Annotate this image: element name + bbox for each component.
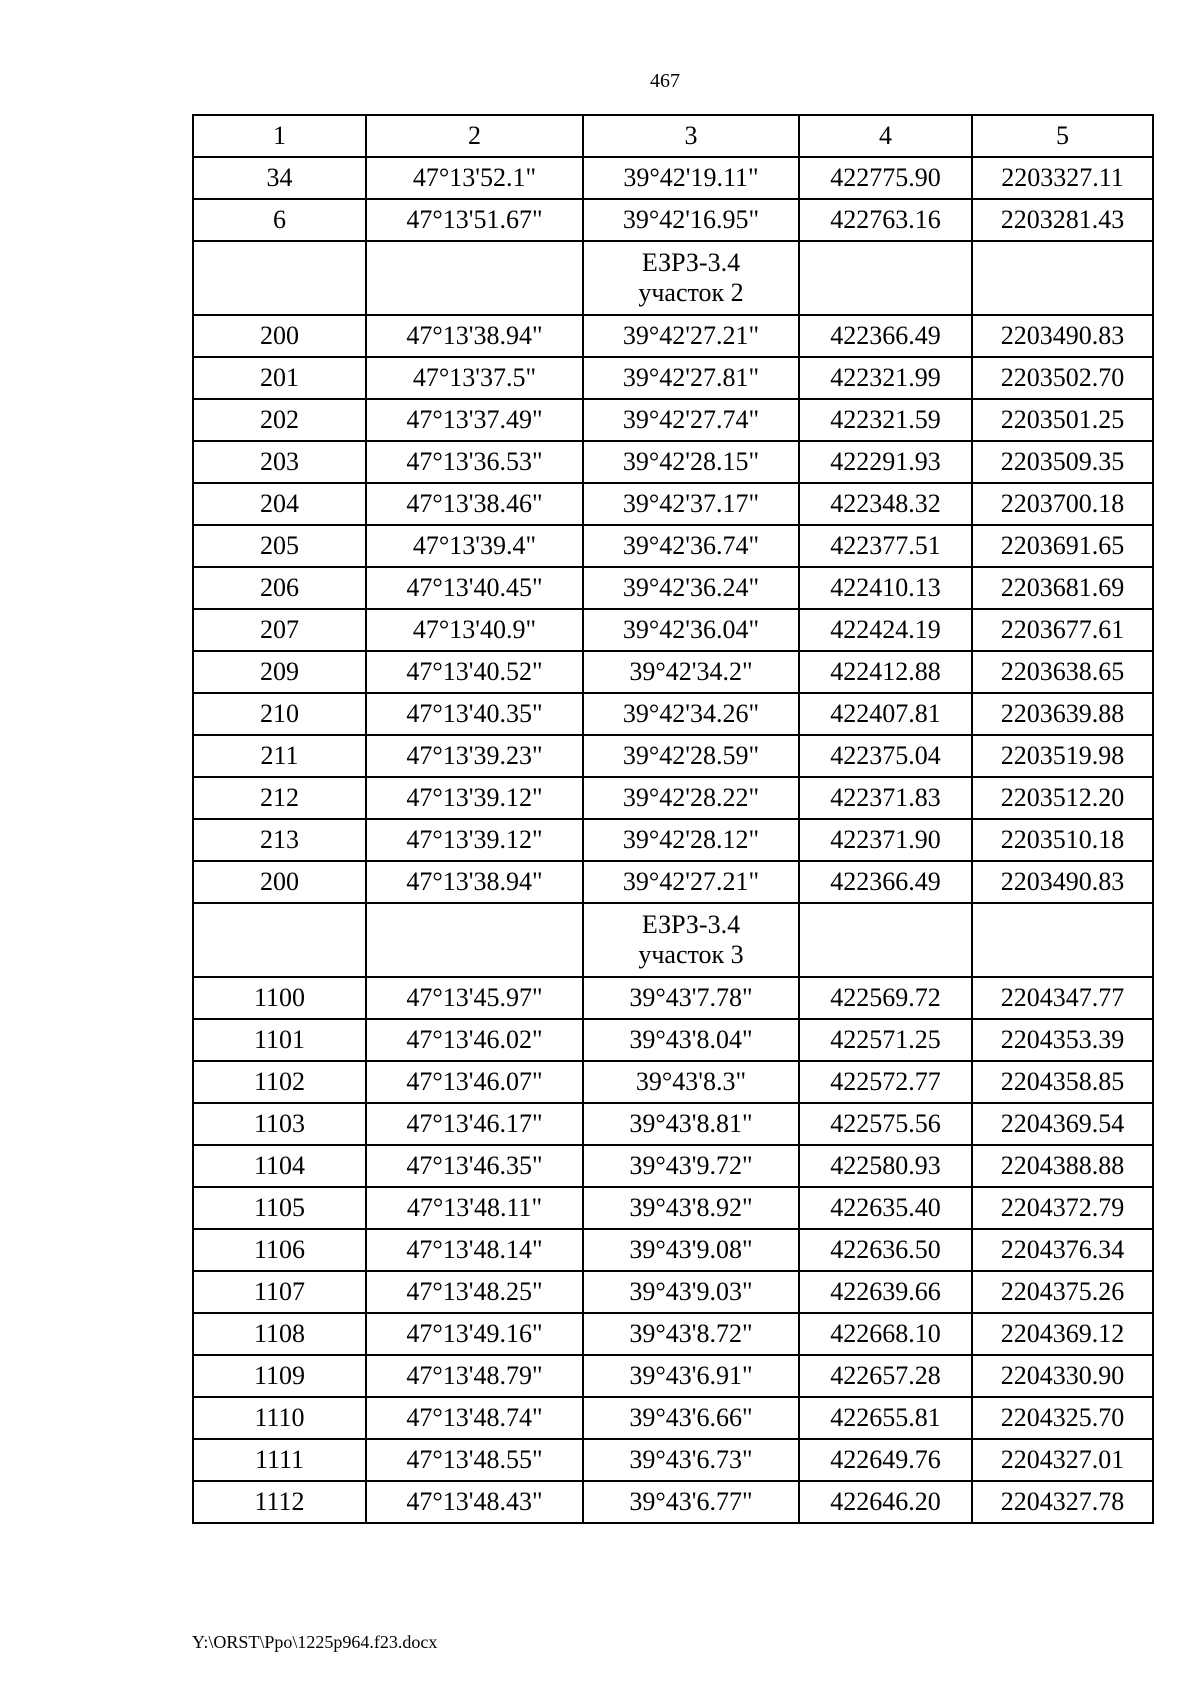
table-cell-col-3: 39°43'6.91" bbox=[583, 1355, 799, 1397]
table-cell-col-2: 47°13'38.94" bbox=[366, 861, 583, 903]
table-cell-col-2: 47°13'45.97" bbox=[366, 977, 583, 1019]
table-cell-col-5: 2204388.88 bbox=[972, 1145, 1153, 1187]
table-cell-col-2: 47°13'49.16" bbox=[366, 1313, 583, 1355]
table-cell-col-4: 422580.93 bbox=[799, 1145, 972, 1187]
table-cell-col-5: 2204347.77 bbox=[972, 977, 1153, 1019]
empty-cell bbox=[193, 241, 366, 315]
table-cell-col-5: 2203681.69 bbox=[972, 567, 1153, 609]
table-cell-col-3: 39°43'9.03" bbox=[583, 1271, 799, 1313]
table-cell-col-4: 422763.16 bbox=[799, 199, 972, 241]
table-cell-col-3: 39°43'8.3" bbox=[583, 1061, 799, 1103]
table-cell-col-1: 200 bbox=[193, 315, 366, 357]
table-cell-col-3: 39°42'36.74" bbox=[583, 525, 799, 567]
page-number: 467 bbox=[650, 70, 680, 92]
table-cell-col-2: 47°13'48.43" bbox=[366, 1481, 583, 1523]
table-cell-col-3: 39°43'8.04" bbox=[583, 1019, 799, 1061]
table-cell-col-3: 39°43'9.08" bbox=[583, 1229, 799, 1271]
table-row bbox=[193, 315, 1153, 357]
table-cell-col-1: 205 bbox=[193, 525, 366, 567]
table-cell-col-3: 39°42'27.21" bbox=[583, 315, 799, 357]
table-cell-col-4: 422657.28 bbox=[799, 1355, 972, 1397]
table-cell-col-2: 47°13'39.12" bbox=[366, 777, 583, 819]
table-cell-col-3: 39°42'36.04" bbox=[583, 609, 799, 651]
table-cell-col-1: 1111 bbox=[193, 1439, 366, 1481]
table-row bbox=[193, 861, 1153, 903]
table-cell-col-1: 1106 bbox=[193, 1229, 366, 1271]
table-cell-col-4: 422636.50 bbox=[799, 1229, 972, 1271]
table-cell-col-4: 422366.49 bbox=[799, 861, 972, 903]
table-cell-col-4: 422321.99 bbox=[799, 357, 972, 399]
table-row bbox=[193, 1439, 1153, 1481]
table-cell-col-3: 39°43'7.78" bbox=[583, 977, 799, 1019]
header-cell-3: 3 bbox=[583, 115, 799, 157]
table-cell-col-1: 1101 bbox=[193, 1019, 366, 1061]
table-cell-col-3: 39°42'28.59" bbox=[583, 735, 799, 777]
table-cell-col-2: 47°13'46.07" bbox=[366, 1061, 583, 1103]
footer-file-path: Y:\ORST\Ppo\1225p964.f23.docx bbox=[192, 1632, 438, 1652]
header-cell-4: 4 bbox=[799, 115, 972, 157]
table-header-row bbox=[193, 115, 1153, 157]
table-cell-col-5: 2203490.83 bbox=[972, 315, 1153, 357]
table-cell-col-1: 202 bbox=[193, 399, 366, 441]
table-row bbox=[193, 777, 1153, 819]
table-cell-col-1: 203 bbox=[193, 441, 366, 483]
empty-cell bbox=[972, 241, 1153, 315]
table-row bbox=[193, 735, 1153, 777]
table-cell-col-4: 422410.13 bbox=[799, 567, 972, 609]
table-cell-col-2: 47°13'40.45" bbox=[366, 567, 583, 609]
section-code: ЕЗРЗ-3.4 bbox=[641, 910, 741, 940]
table-cell-col-3: 39°42'28.22" bbox=[583, 777, 799, 819]
table-cell-col-5: 2204369.54 bbox=[972, 1103, 1153, 1145]
table-cell-col-5: 2203512.20 bbox=[972, 777, 1153, 819]
table-cell-col-4: 422655.81 bbox=[799, 1397, 972, 1439]
table-cell-col-1: 212 bbox=[193, 777, 366, 819]
section-title-cell bbox=[583, 241, 799, 315]
table-cell-col-2: 47°13'36.53" bbox=[366, 441, 583, 483]
table-cell-col-2: 47°13'48.74" bbox=[366, 1397, 583, 1439]
table-row bbox=[193, 1355, 1153, 1397]
empty-cell bbox=[366, 903, 583, 977]
table-row bbox=[193, 819, 1153, 861]
table-cell-col-1: 1108 bbox=[193, 1313, 366, 1355]
table-cell-col-4: 422775.90 bbox=[799, 157, 972, 199]
empty-cell bbox=[799, 241, 972, 315]
table-cell-col-3: 39°42'16.95" bbox=[583, 199, 799, 241]
table-cell-col-1: 206 bbox=[193, 567, 366, 609]
table-cell-col-4: 422412.88 bbox=[799, 651, 972, 693]
table-cell-col-4: 422572.77 bbox=[799, 1061, 972, 1103]
table-cell-col-1: 1105 bbox=[193, 1187, 366, 1229]
table-cell-col-5: 2203700.18 bbox=[972, 483, 1153, 525]
table-cell-col-3: 39°42'27.74" bbox=[583, 399, 799, 441]
empty-cell bbox=[366, 241, 583, 315]
table-row bbox=[193, 157, 1153, 199]
coordinates-table bbox=[192, 114, 1154, 1524]
table-cell-col-2: 47°13'39.12" bbox=[366, 819, 583, 861]
table-cell-col-2: 47°13'48.55" bbox=[366, 1439, 583, 1481]
table-cell-col-2: 47°13'39.4" bbox=[366, 525, 583, 567]
table-cell-col-5: 2204353.39 bbox=[972, 1019, 1153, 1061]
section-code: ЕЗРЗ-3.4 bbox=[641, 248, 741, 278]
table-cell-col-2: 47°13'51.67" bbox=[366, 199, 583, 241]
table-cell-col-4: 422646.20 bbox=[799, 1481, 972, 1523]
table-cell-col-2: 47°13'40.9" bbox=[366, 609, 583, 651]
table-cell-col-5: 2203490.83 bbox=[972, 861, 1153, 903]
table-cell-col-2: 47°13'48.14" bbox=[366, 1229, 583, 1271]
table-row bbox=[193, 1103, 1153, 1145]
table-row bbox=[193, 1313, 1153, 1355]
table-cell-col-3: 39°43'9.72" bbox=[583, 1145, 799, 1187]
table-cell-col-5: 2203281.43 bbox=[972, 199, 1153, 241]
table-cell-col-1: 210 bbox=[193, 693, 366, 735]
table-cell-col-5: 2204327.01 bbox=[972, 1439, 1153, 1481]
table-cell-col-5: 2204375.26 bbox=[972, 1271, 1153, 1313]
table-cell-col-4: 422407.81 bbox=[799, 693, 972, 735]
header-cell-2: 2 bbox=[366, 115, 583, 157]
table-cell-col-2: 47°13'48.25" bbox=[366, 1271, 583, 1313]
table-cell-col-1: 213 bbox=[193, 819, 366, 861]
table-cell-col-2: 47°13'40.35" bbox=[366, 693, 583, 735]
table-row bbox=[193, 441, 1153, 483]
table-cell-col-2: 47°13'46.35" bbox=[366, 1145, 583, 1187]
section-title-cell bbox=[583, 903, 799, 977]
table-cell-col-1: 1102 bbox=[193, 1061, 366, 1103]
table-cell-col-4: 422375.04 bbox=[799, 735, 972, 777]
table-cell-col-3: 39°42'34.2" bbox=[583, 651, 799, 693]
table-cell-col-2: 47°13'38.94" bbox=[366, 315, 583, 357]
table-row bbox=[193, 651, 1153, 693]
table-cell-col-2: 47°13'48.11" bbox=[366, 1187, 583, 1229]
header-cell-5: 5 bbox=[972, 115, 1153, 157]
table-row bbox=[193, 1019, 1153, 1061]
table-row bbox=[193, 1397, 1153, 1439]
table-cell-col-1: 34 bbox=[193, 157, 366, 199]
table-cell-col-5: 2203639.88 bbox=[972, 693, 1153, 735]
table-cell-col-4: 422371.83 bbox=[799, 777, 972, 819]
table-cell-col-1: 200 bbox=[193, 861, 366, 903]
table-row bbox=[193, 399, 1153, 441]
table-cell-col-2: 47°13'37.49" bbox=[366, 399, 583, 441]
table-cell-col-5: 2204330.90 bbox=[972, 1355, 1153, 1397]
table-cell-col-1: 201 bbox=[193, 357, 366, 399]
table-row bbox=[193, 977, 1153, 1019]
table-row bbox=[193, 567, 1153, 609]
table-row bbox=[193, 525, 1153, 567]
table-cell-col-5: 2203677.61 bbox=[972, 609, 1153, 651]
table-cell-col-4: 422291.93 bbox=[799, 441, 972, 483]
table-cell-col-1: 209 bbox=[193, 651, 366, 693]
table-cell-col-4: 422571.25 bbox=[799, 1019, 972, 1061]
header-cell-1: 1 bbox=[193, 115, 366, 157]
table-row bbox=[193, 1271, 1153, 1313]
table-cell-col-3: 39°42'28.15" bbox=[583, 441, 799, 483]
table-row bbox=[193, 1187, 1153, 1229]
table-cell-col-4: 422366.49 bbox=[799, 315, 972, 357]
table-row bbox=[193, 483, 1153, 525]
table-cell-col-4: 422321.59 bbox=[799, 399, 972, 441]
table-cell-col-3: 39°43'8.92" bbox=[583, 1187, 799, 1229]
table-cell-col-3: 39°42'19.11" bbox=[583, 157, 799, 199]
table-cell-col-1: 1110 bbox=[193, 1397, 366, 1439]
table-cell-col-5: 2203691.65 bbox=[972, 525, 1153, 567]
table-row bbox=[193, 357, 1153, 399]
table-cell-col-2: 47°13'37.5" bbox=[366, 357, 583, 399]
table-row bbox=[193, 693, 1153, 735]
table-cell-col-3: 39°42'34.26" bbox=[583, 693, 799, 735]
table-row bbox=[193, 1061, 1153, 1103]
table-cell-col-5: 2204376.34 bbox=[972, 1229, 1153, 1271]
table-cell-col-4: 422639.66 bbox=[799, 1271, 972, 1313]
table-cell-col-1: 1103 bbox=[193, 1103, 366, 1145]
table-cell-col-4: 422424.19 bbox=[799, 609, 972, 651]
table-cell-col-3: 39°43'8.81" bbox=[583, 1103, 799, 1145]
table-row bbox=[193, 1145, 1153, 1187]
section-row bbox=[193, 241, 1153, 315]
table-cell-col-1: 1100 bbox=[193, 977, 366, 1019]
table-cell-col-4: 422575.56 bbox=[799, 1103, 972, 1145]
table-cell-col-3: 39°42'28.12" bbox=[583, 819, 799, 861]
table-cell-col-2: 47°13'48.79" bbox=[366, 1355, 583, 1397]
table-cell-col-5: 2203501.25 bbox=[972, 399, 1153, 441]
table-cell-col-3: 39°42'36.24" bbox=[583, 567, 799, 609]
table-row bbox=[193, 199, 1153, 241]
table-cell-col-1: 211 bbox=[193, 735, 366, 777]
table-cell-col-2: 47°13'38.46" bbox=[366, 483, 583, 525]
table-cell-col-5: 2203502.70 bbox=[972, 357, 1153, 399]
empty-cell bbox=[193, 903, 366, 977]
table-cell-col-1: 6 bbox=[193, 199, 366, 241]
table-cell-col-5: 2203327.11 bbox=[972, 157, 1153, 199]
table-cell-col-4: 422569.72 bbox=[799, 977, 972, 1019]
table-body bbox=[193, 115, 1153, 1523]
empty-cell bbox=[799, 903, 972, 977]
table-cell-col-4: 422371.90 bbox=[799, 819, 972, 861]
table-cell-col-1: 1107 bbox=[193, 1271, 366, 1313]
table-cell-col-2: 47°13'52.1" bbox=[366, 157, 583, 199]
table-cell-col-4: 422377.51 bbox=[799, 525, 972, 567]
table-row bbox=[193, 609, 1153, 651]
table-cell-col-5: 2204358.85 bbox=[972, 1061, 1153, 1103]
section-plot: участок 2 bbox=[638, 278, 744, 307]
table-cell-col-3: 39°43'6.73" bbox=[583, 1439, 799, 1481]
table-cell-col-3: 39°43'6.77" bbox=[583, 1481, 799, 1523]
table-cell-col-4: 422668.10 bbox=[799, 1313, 972, 1355]
table-cell-col-2: 47°13'40.52" bbox=[366, 651, 583, 693]
table-cell-col-5: 2203638.65 bbox=[972, 651, 1153, 693]
table-cell-col-5: 2203519.98 bbox=[972, 735, 1153, 777]
table-cell-col-1: 1104 bbox=[193, 1145, 366, 1187]
table-cell-col-5: 2203510.18 bbox=[972, 819, 1153, 861]
table-cell-col-5: 2204327.78 bbox=[972, 1481, 1153, 1523]
table-cell-col-3: 39°43'8.72" bbox=[583, 1313, 799, 1355]
table-cell-col-2: 47°13'46.02" bbox=[366, 1019, 583, 1061]
table-cell-col-3: 39°42'37.17" bbox=[583, 483, 799, 525]
table-cell-col-1: 1112 bbox=[193, 1481, 366, 1523]
table-cell-col-5: 2204372.79 bbox=[972, 1187, 1153, 1229]
table-cell-col-1: 1109 bbox=[193, 1355, 366, 1397]
table-cell-col-3: 39°42'27.21" bbox=[583, 861, 799, 903]
table-cell-col-2: 47°13'46.17" bbox=[366, 1103, 583, 1145]
table-cell-col-5: 2204369.12 bbox=[972, 1313, 1153, 1355]
table-row bbox=[193, 1229, 1153, 1271]
table-cell-col-1: 204 bbox=[193, 483, 366, 525]
table-cell-col-4: 422635.40 bbox=[799, 1187, 972, 1229]
table-row bbox=[193, 1481, 1153, 1523]
table-cell-col-4: 422649.76 bbox=[799, 1439, 972, 1481]
table-cell-col-4: 422348.32 bbox=[799, 483, 972, 525]
section-plot: участок 3 bbox=[638, 940, 744, 969]
section-row bbox=[193, 903, 1153, 977]
empty-cell bbox=[972, 903, 1153, 977]
table-cell-col-1: 207 bbox=[193, 609, 366, 651]
table-cell-col-5: 2204325.70 bbox=[972, 1397, 1153, 1439]
table-cell-col-3: 39°42'27.81" bbox=[583, 357, 799, 399]
table-cell-col-3: 39°43'6.66" bbox=[583, 1397, 799, 1439]
table-cell-col-5: 2203509.35 bbox=[972, 441, 1153, 483]
table-cell-col-2: 47°13'39.23" bbox=[366, 735, 583, 777]
